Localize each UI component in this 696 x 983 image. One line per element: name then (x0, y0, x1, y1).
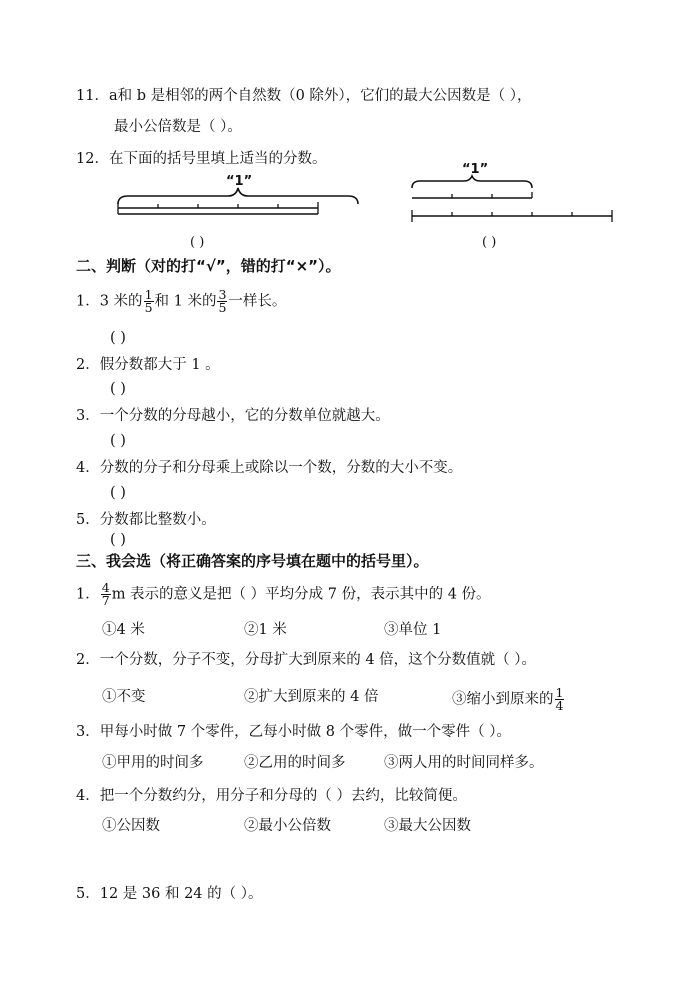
option[interactable]: ③两人用的时间同样多。 (384, 755, 544, 771)
answer-blank[interactable]: ( ) (110, 330, 126, 346)
s2-item-2: 2．假分数都大于 1 。 (76, 357, 220, 373)
fraction: $\frac{4}{7}$ (101, 580, 110, 608)
s3-q5: 5．12 是 36 和 24 的（ ）。 (76, 886, 263, 902)
q12-right-label: “1” (462, 162, 489, 177)
s2-item-5: 5．分数都比整数小。 (76, 512, 216, 528)
left-brace (118, 188, 358, 204)
option[interactable]: ②乙用的时间多 (244, 755, 346, 771)
option[interactable]: ①4 米 (102, 622, 145, 638)
s3-q1-num: 1． (76, 586, 100, 603)
s3-q1-text: m 表示的意义是把（ ）平均分成 7 份，表示其中的 4 份。 (111, 586, 491, 603)
answer-blank[interactable]: ( ) (110, 532, 126, 548)
option[interactable]: ③最大公因数 (384, 818, 471, 834)
q12-text: 12．在下面的括号里填上适当的分数。 (76, 151, 327, 167)
option[interactable]: ①甲用的时间多 (102, 755, 204, 771)
answer-blank[interactable]: ( ) (110, 433, 126, 449)
s2-item-4: 4．分数的分子和分母乘上或除以一个数，分数的大小不变。 (76, 460, 463, 476)
s2-item-1 (76, 289, 286, 314)
option[interactable]: ①公因数 (102, 818, 160, 834)
fraction: $\frac{1}{5}$ (144, 287, 153, 315)
q11-line2: 最小公倍数是（ ）。 (114, 119, 242, 135)
q12-right-blank[interactable]: ( ) (482, 235, 497, 250)
option[interactable]: ②最小公倍数 (244, 818, 331, 834)
s3-q4: 4．把一个分数约分，用分子和分母的（ ）去约，比较简便。 (76, 788, 467, 804)
q12-left-blank[interactable]: ( ) (190, 235, 205, 250)
right-number-line (410, 176, 620, 226)
fraction: $\frac{3}{5}$ (218, 287, 227, 315)
s2-item-1-pre: 1．3 米的 (76, 293, 143, 310)
s3-q1 (76, 582, 491, 607)
s3-q3: 3．甲每小时做 7 个零件，乙每小时做 8 个零件，做一个零件（ ）。 (76, 724, 511, 740)
option[interactable]: ③缩小到原来的 $\frac{1}{4}$ (452, 685, 564, 713)
option[interactable]: ②扩大到原来的 4 倍 (244, 689, 379, 705)
section2-heading: 二、判断（对的打“√”，错的打“×”）。 (76, 257, 341, 275)
option[interactable]: ③单位 1 (384, 622, 442, 638)
answer-blank[interactable]: ( ) (110, 485, 126, 501)
fraction: $\frac{1}{4}$ (555, 685, 564, 713)
section3-heading: 三、我会选（将正确答案的序号填在题中的括号里）。 (76, 552, 429, 570)
q11-line1: 11．a和 b 是相邻的两个自然数（0 除外），它们的最大公因数是（ ）， (76, 88, 532, 104)
s3-q2: 2．一个分数，分子不变，分母扩大到原来的 4 倍，这个分数值就（ ）。 (76, 652, 537, 668)
s2-item-3: 3．一个分数的分母越小，它的分数单位就越大。 (76, 408, 390, 424)
option[interactable]: ①不变 (102, 689, 146, 705)
s2-item-1-post: 一样长。 (228, 293, 287, 310)
left-number-line (114, 188, 364, 228)
answer-blank[interactable]: ( ) (110, 381, 126, 397)
q12-left-label: “1” (226, 174, 253, 189)
right-brace (412, 176, 532, 188)
s2-item-1-mid: 和 1 米的 (154, 293, 217, 310)
option[interactable]: ②1 米 (244, 622, 287, 638)
